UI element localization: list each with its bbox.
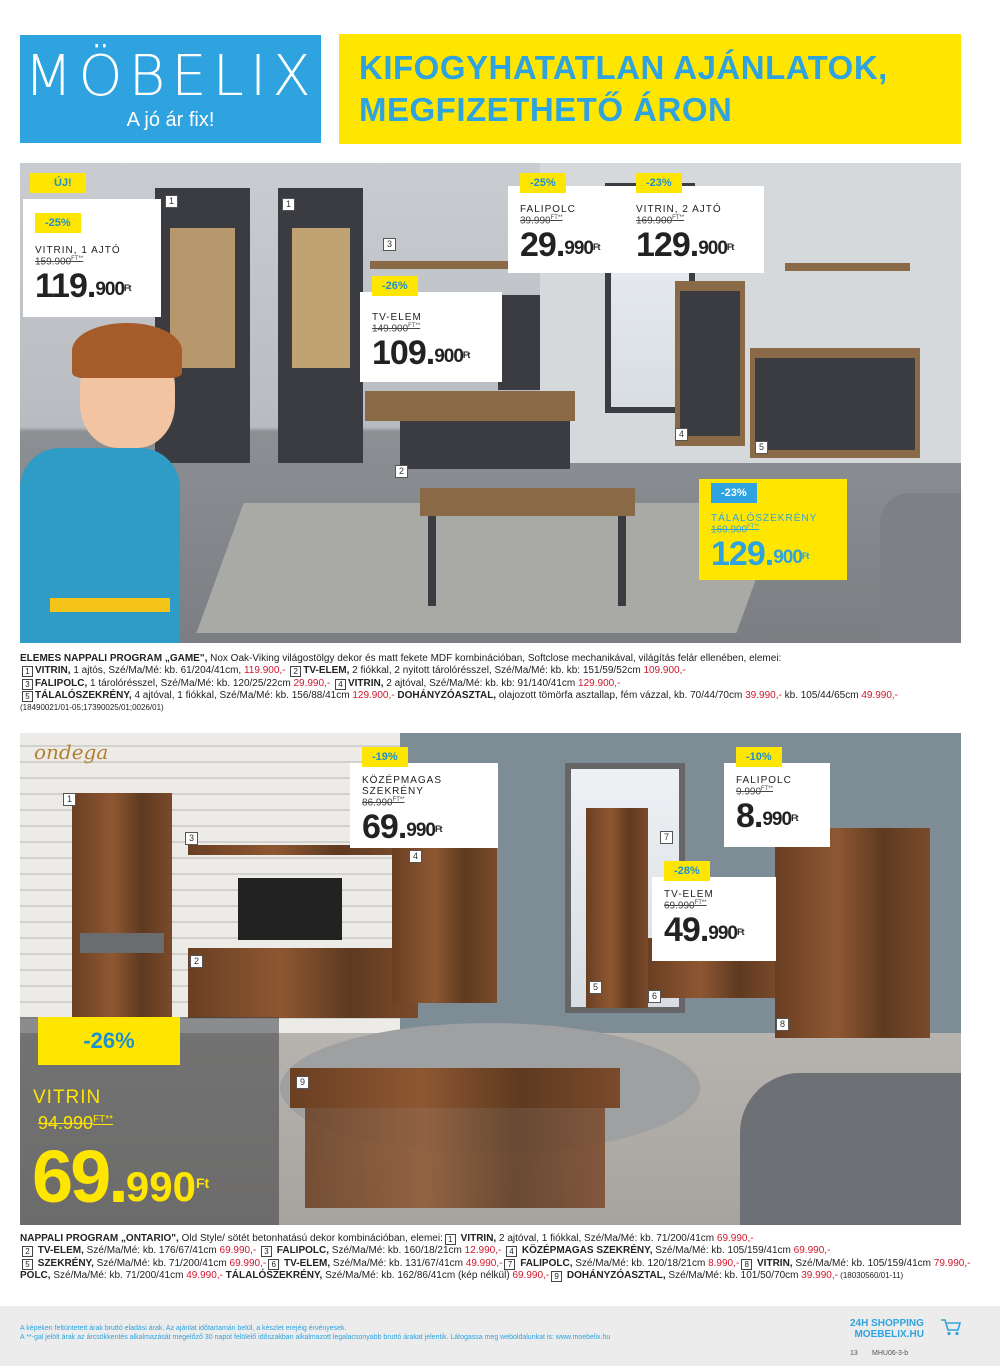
footer-disclaimer: A képeken feltüntetett árak bruttó eladási árak. Az ajánlat időtartamán belül, a készlet erejéig érvényesek. A **-gal jelölt árak az árcsökkentés alkalmazását megelőző 30 napot felölelő időszakban alkalmazott legalacsonyabb bruttó árakat jelentik. Látogassa meg weboldalunkat is: www.moebelix.hu (20, 1325, 611, 1341)
product-name: FALIPOLC (520, 204, 576, 215)
price-box-vitrin-2 (624, 177, 764, 273)
item-number: 5 (589, 981, 602, 994)
big-discount-badge: -26% (38, 1017, 180, 1065)
vitrin-big-promo (20, 1017, 279, 1225)
tv-unit-body (400, 421, 570, 469)
headline-line-2: MEGFIZETHETŐ ÁRON (359, 91, 733, 128)
sideboard-front (755, 358, 915, 450)
product-name: KÖZÉPMAGAS SZEKRÉNY (362, 775, 443, 797)
new-price: 129.$^{900Ft}$ (711, 535, 809, 574)
new-badge: ÚJ! (30, 173, 86, 193)
vitrin-2-door-front (680, 291, 740, 436)
sofa (880, 493, 961, 643)
ondega-brand: ondega (34, 740, 109, 764)
new-price: 109.$^{900Ft}$ (372, 334, 470, 373)
coffee-table-top (290, 1068, 620, 1108)
item-number: 9 (296, 1076, 309, 1089)
item-number: 2 (190, 955, 203, 968)
discount-badge: -28% (664, 861, 710, 881)
discount-badge: -25% (35, 213, 81, 233)
page-code: MHU06-3-b (872, 1350, 909, 1357)
old-price: $169.900^{FT**}$ (636, 215, 685, 227)
vitrin-ontario (72, 793, 172, 1033)
product-name: FALIPOLC (736, 775, 792, 786)
price-box-falipolc (508, 177, 630, 273)
item-number: 4 (675, 428, 688, 441)
price-box-kozepmagas-szekreny (350, 751, 498, 848)
product-name: TÁLALÓSZEKRÉNY (711, 513, 818, 524)
new-price: 129.$^{900Ft}$ (636, 226, 734, 265)
old-price: $86.990^{FT**}$ (362, 797, 405, 809)
headline-line-1: KIFOGYHATATLAN AJÁNLATOK, (359, 49, 888, 86)
table-leg (618, 516, 626, 606)
shop-link[interactable]: 24H SHOPPING MOEBELIX.HU (850, 1318, 924, 1340)
game-program-description: ELEMES NAPPALI PROGRAM „GAME", Nox Oak-Viking világostölgy dekor és matt fekete MDF kombinációban, Softclose mechanikával, világítás felár ellenében, elemei: 1 VITRIN, 1 ajtós, Szé/Ma/Mé: kb. 61/204/41cm, 119.900,- 2 TV-ELEM, 2 fiókkal, 2 nyitott tárolórésszel, Szé/Ma/Mé: kb. kb: 151/59/52cm 109.900,- 3 FALIPOLC, 1 tárolórésszel, Szé/Ma/Mé: kb. 120/25/22cm 29.990,- 4 VITRIN, 2 ajtóval, Szé/Ma/Mé: kb. kb: 91/140/41cm 129.900,- 5 TÁLALÓSZEKRÉNY, 4 ajtóval, 1 fiókkal, Szé/Ma/Mé: kb. 156/88/41cm 129.900,- DOHÁNYZÓASZTAL, olajozott tömörfa asztallap, fém vázzal, kb. 70/44/70cm 39.990,- kb. 105/44/65cm 49.990,- (18490021/01-05;17390025/01;0026/01) (20, 653, 899, 713)
logo-slogan: A jó ár fix! (126, 109, 215, 131)
footer (0, 1306, 1000, 1366)
old-price: $149.900^{FT**}$ (372, 323, 421, 335)
new-price: 69.$^{990Ft}$ (362, 808, 442, 847)
product-name: VITRIN, 2 AJTÓ (636, 204, 722, 215)
old-price: $159.900^{FT**}$ (35, 256, 84, 268)
new-price: 8.$^{990Ft}$ (736, 797, 798, 836)
product-name: TV-ELEM (664, 889, 714, 900)
tv-screen (498, 295, 540, 390)
item-number: 4 (409, 850, 422, 863)
price-box-tv-elem-2 (652, 865, 776, 961)
discount-badge: -23% (636, 173, 682, 193)
headline-banner (339, 34, 961, 144)
product-name: VITRIN, 1 AJTÓ (35, 245, 121, 256)
tv-screen (238, 878, 342, 940)
moebelix-logo (20, 35, 321, 143)
big-old-price: $94.990^{FT**}$ (38, 1113, 114, 1133)
tv-unit-top (365, 391, 575, 421)
discount-badge: -23% (711, 483, 757, 503)
price-box-tv-elem (360, 280, 502, 382)
discount-badge: -10% (736, 747, 782, 767)
item-number: 1 (63, 793, 76, 806)
tv-elem (188, 948, 418, 1018)
table-leg (428, 516, 436, 606)
old-price: $69.990^{FT**}$ (664, 900, 707, 912)
kozepmagas-szekreny (392, 843, 497, 1003)
price-box-vitrin-1 (23, 199, 161, 317)
item-number: 8 (776, 1018, 789, 1031)
item-number: 2 (395, 465, 408, 478)
item-number: 3 (185, 832, 198, 845)
vitrin-drawer (80, 933, 164, 953)
old-price: $39.990^{FT**}$ (520, 215, 563, 227)
coffee-table-body (305, 1108, 605, 1208)
vitrin-2-ontario (775, 828, 930, 1038)
armchair (740, 1073, 961, 1225)
logo-brand: MÖBELIX (24, 44, 317, 109)
product-name: TV-ELEM (372, 312, 422, 323)
big-new-price: 69.$^{990Ft}$ (32, 1135, 210, 1218)
new-price: 119.$^{900Ft}$ (35, 267, 131, 306)
szekreny (586, 808, 648, 1008)
page-number: 13 (850, 1350, 858, 1357)
vitrin-glass-right (292, 228, 350, 368)
rug (196, 503, 783, 633)
item-number: 5 (755, 441, 768, 454)
coffee-table-top (420, 488, 635, 516)
wall-shelf (370, 261, 520, 269)
discount-badge: -25% (520, 173, 566, 193)
item-number: 6 (648, 990, 661, 1003)
big-product-name: VITRIN (33, 1087, 102, 1108)
old-price: $169.900^{FT**}$ (711, 524, 760, 536)
item-number: 3 (383, 238, 396, 251)
cart-icon[interactable] (940, 1318, 962, 1336)
item-number: 1 (165, 195, 178, 208)
mascot-belt (50, 598, 170, 612)
wall-shelf-right (785, 263, 910, 271)
mascot-hair (72, 323, 182, 378)
item-number: 7 (660, 831, 673, 844)
item-number: 1 (282, 198, 295, 211)
discount-badge: -26% (372, 276, 418, 296)
old-price: $9.990^{FT**}$ (736, 786, 774, 798)
new-price: 29.$^{990Ft}$ (520, 226, 600, 265)
mascot-suit (20, 448, 180, 643)
new-price: 49.$^{990Ft}$ (664, 911, 744, 950)
ontario-program-description: NAPPALI PROGRAM „ONTARIO", Old Style/ sötét betonhatású dekor kombinációban, elemei: 1 VITRIN, 2 ajtóval, 1 fiókkal, Szé/Ma/Mé: kb. 71/200/41cm 69.990,- 2 TV-ELEM, Szé/Ma/Mé: kb. 176/67/41cm 69.990,- 3 FALIPOLC, Szé/Ma/Mé: kb. 160/18/21cm 12.990,- 4 KÖZÉPMAGAS SZEKRÉNY, Szé/Ma/Mé: kb. 105/159/41cm 69.990,- 5 SZEKRÉNY, Szé/Ma/Mé: kb. 71/200/41cm 69.990,- 6 TV-ELEM, Szé/Ma/Mé: kb. 131/67/41cm 49.990,- 7 FALIPOLC, Szé/Ma/Mé: kb. 120/18/21cm 8.990,- 8 VITRIN, Szé/Ma/Mé: kb. 105/159/41cm 79.990,- POLC, Szé/Ma/Mé: kb. 71/200/41cm 49.990,- TÁLALÓSZEKRÉNY, Szé/Ma/Mé: kb. 162/86/41cm (kép nélkül) 69.990,- 9 DOHÁNYZÓASZTAL, Szé/Ma/Mé: kb. 101/50/70cm 39.990,- (18030560/01-11) (20, 1233, 971, 1281)
price-box-falipolc-2 (724, 751, 830, 847)
discount-badge: -19% (362, 747, 408, 767)
price-box-talaloszekreny (699, 479, 847, 580)
